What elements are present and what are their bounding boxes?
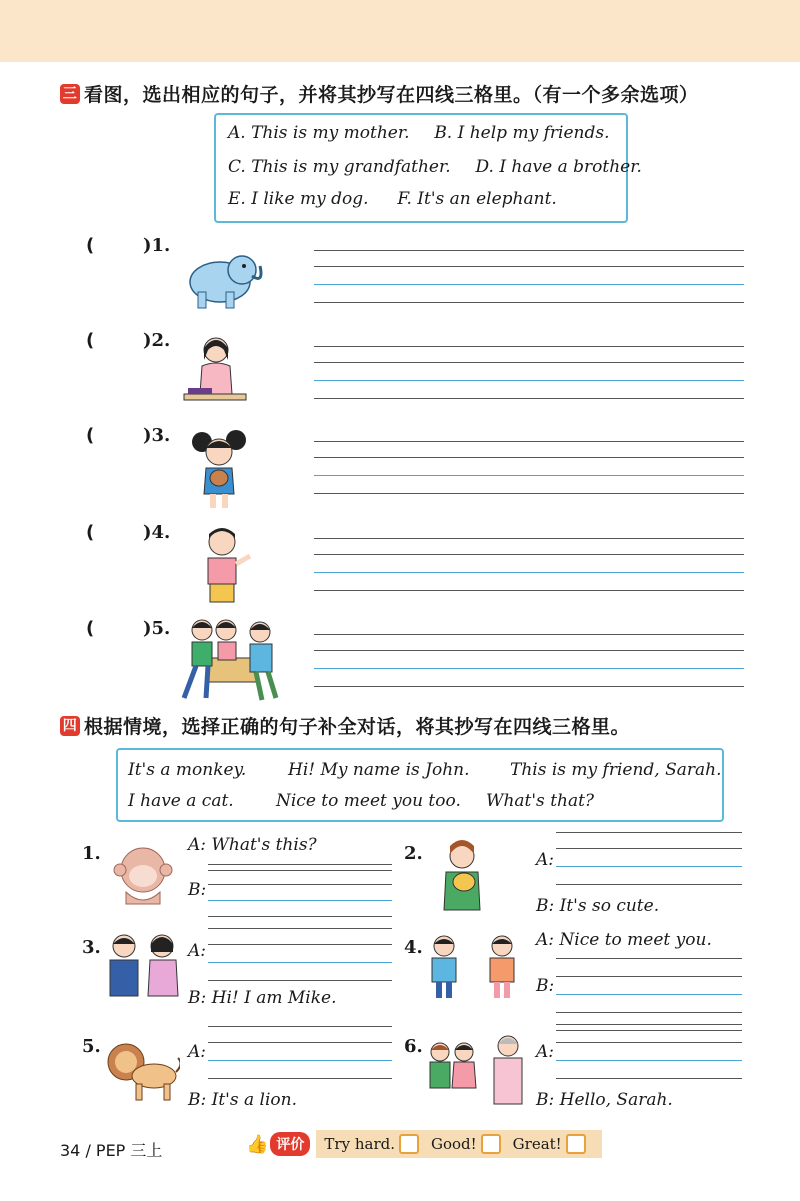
page-header-band <box>0 0 800 62</box>
eval-great-checkbox[interactable] <box>566 1134 586 1154</box>
boy-waving-icon <box>196 524 256 608</box>
eval-good-label: Good! <box>430 1135 477 1153</box>
kids-carrying-box-icon <box>176 614 284 704</box>
elephant-icon <box>180 244 266 312</box>
dialog-line-b: B: It's a lion. <box>188 1090 297 1110</box>
writing-lines[interactable] <box>556 832 742 886</box>
evaluation-bar <box>316 1130 601 1158</box>
section-4-title <box>60 712 630 739</box>
writing-lines[interactable] <box>208 928 392 982</box>
dialog-line-a: A: <box>188 1042 207 1062</box>
section-4-number: 四 <box>60 716 80 736</box>
monkey-icon <box>112 842 174 908</box>
question-number: )5. <box>143 618 171 639</box>
answer-paren[interactable]: ( <box>86 235 95 256</box>
dialog-number: 6. <box>404 1036 423 1057</box>
section-4-option-box <box>116 748 724 822</box>
option-cat: I have a cat. <box>128 791 234 811</box>
option-john: Hi! My name is John. <box>288 760 470 780</box>
page-number: 34 / PEP 三上 <box>60 1141 163 1160</box>
lion-icon <box>106 1040 180 1102</box>
writing-lines[interactable] <box>556 958 742 1032</box>
writing-lines[interactable] <box>314 346 744 400</box>
dialog-line-b: B: Hi! I am Mike. <box>188 988 337 1008</box>
section-3-instruction: 看图，选出相应的句子，并将其抄写在四线三格里。（有一个多余选项） <box>84 84 699 106</box>
dialog-line-a: A: What's this? <box>188 835 317 855</box>
writing-lines[interactable] <box>208 1026 392 1080</box>
dialog-line-b: B: <box>536 976 555 996</box>
dialog-number: 4. <box>404 937 423 958</box>
section-3-option-box <box>214 113 642 223</box>
thumbs-up-icon: 👍 <box>246 1133 269 1155</box>
writing-lines[interactable] <box>314 634 744 688</box>
writing-lines[interactable] <box>556 1024 742 1080</box>
option-b: B. I help my friends. <box>434 123 610 143</box>
question-number: )4. <box>143 522 171 543</box>
dialog-line-a: A: Nice to meet you. <box>536 930 712 950</box>
dialog-line-a: A: <box>536 1042 555 1062</box>
section-3-title <box>60 80 699 107</box>
eval-try-hard-label: Try hard. <box>324 1135 395 1153</box>
dialog-line-b: B: Hello, Sarah. <box>536 1090 673 1110</box>
dialog-line-a: A: <box>536 850 555 870</box>
girls-and-grandmother-icon <box>428 1032 524 1106</box>
question-number: )2. <box>143 330 171 351</box>
dialog-number: 5. <box>82 1036 101 1057</box>
question-number: )3. <box>143 425 171 446</box>
option-f: F. It's an elephant. <box>397 189 557 209</box>
option-e: E. I like my dog. <box>228 189 369 209</box>
option-whats-that: What's that? <box>486 791 595 811</box>
evaluation-label: 评价 <box>270 1132 310 1156</box>
writing-lines[interactable] <box>208 870 392 924</box>
girl-with-cat-icon <box>440 840 486 912</box>
dialog-line-b: B: It's so cute. <box>536 896 660 916</box>
eval-great-label: Great! <box>512 1135 562 1153</box>
writing-lines[interactable] <box>314 441 744 495</box>
self-evaluation <box>246 1130 602 1158</box>
answer-paren[interactable]: ( <box>86 522 95 543</box>
option-nice-too: Nice to meet you too. <box>276 791 461 811</box>
answer-paren[interactable]: ( <box>86 425 95 446</box>
section-3-number: 三 <box>60 84 80 104</box>
writing-lines[interactable] <box>314 250 744 304</box>
option-monkey: It's a monkey. <box>128 760 247 780</box>
two-boys-meeting-icon <box>428 934 518 1004</box>
dialog-number: 2. <box>404 843 423 864</box>
mother-cooking-icon <box>182 330 248 408</box>
dialog-number: 1. <box>82 843 101 864</box>
option-a: A. This is my mother. <box>228 123 410 143</box>
boy-and-girl-greeting-icon <box>104 932 184 1004</box>
writing-lines[interactable] <box>314 538 744 592</box>
option-c: C. This is my grandfather. <box>228 157 451 177</box>
dialog-line-a: A: <box>188 941 207 961</box>
section-4-instruction: 根据情境，选择正确的句子补全对话，将其抄写在四线三格里。 <box>84 716 631 738</box>
question-number: )1. <box>143 235 171 256</box>
eval-try-hard-checkbox[interactable] <box>399 1134 419 1154</box>
answer-paren[interactable]: ( <box>86 618 95 639</box>
writing-lines[interactable] <box>208 854 392 866</box>
girl-with-dog-icon <box>188 428 250 512</box>
eval-good-checkbox[interactable] <box>481 1134 501 1154</box>
dialog-number: 3. <box>82 937 101 958</box>
option-sarah: This is my friend, Sarah. <box>510 760 722 780</box>
option-d: D. I have a brother. <box>475 157 642 177</box>
answer-paren[interactable]: ( <box>86 330 95 351</box>
dialog-line-b: B: <box>188 880 207 900</box>
